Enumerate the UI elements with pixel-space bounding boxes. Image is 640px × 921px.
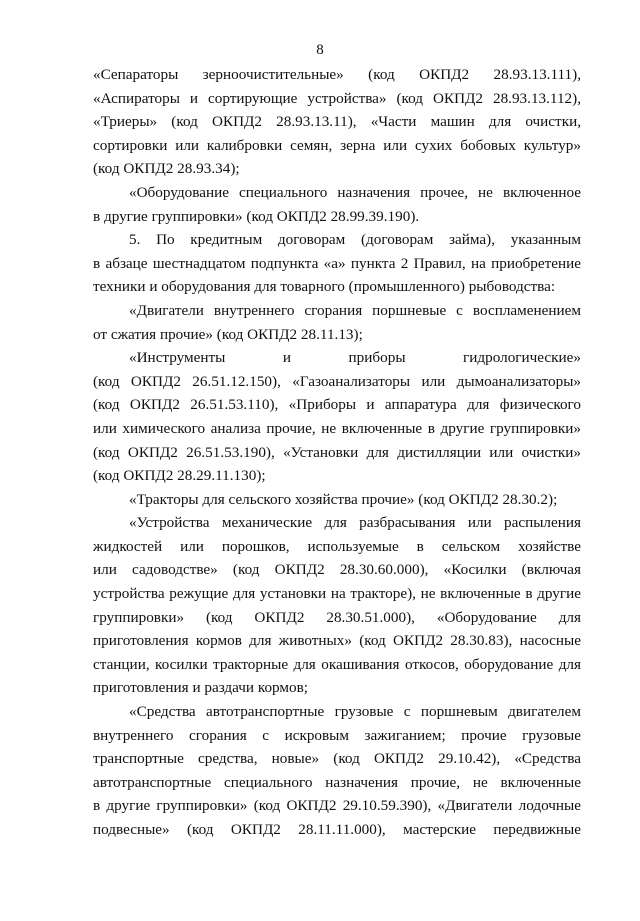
- text-line: (код ОКПД2 28.29.11.130);: [93, 467, 266, 485]
- text-line: «Устройства механические для разбрасывания или распыления: [129, 514, 581, 532]
- text-line: «Тракторы для сельского хозяйства прочие» (код ОКПД2 28.30.2);: [129, 490, 558, 508]
- body-text: [93, 63, 581, 842]
- text-line: или химического анализа прочие, не включенные в другие группировки»: [93, 419, 581, 437]
- text-line: «Средства автотранспортные грузовые с поршневым двигателем: [129, 703, 581, 721]
- text-line: внутреннего сгорания с искровым зажиганием; прочие грузовые: [93, 726, 581, 744]
- text-line: в абзаце шестнадцатом подпункта «а» пункта 2 Правил, на приобретение: [93, 254, 581, 272]
- text-line: от сжатия прочие» (код ОКПД2 28.11.13);: [93, 325, 363, 343]
- text-line: транспортные средства, новые» (код ОКПД2 29.10.42), «Средства: [93, 750, 581, 768]
- text-line: «Аспираторы и сортирующие устройства» (код ОКПД2 28.93.13.112),: [93, 89, 581, 107]
- text-line: (код ОКПД2 26.51.53.190), «Установки для дистилляции или очистки»: [93, 443, 581, 461]
- page-number: 8: [316, 42, 324, 58]
- text-line: группировки» (код ОКПД2 28.30.51.000), «Оборудование для: [93, 608, 581, 626]
- text-line: (код ОКПД2 26.51.12.150), «Газоанализаторы или дымоанализаторы»: [93, 372, 581, 390]
- text-line: «Инструменты и приборы гидрологические»: [129, 349, 581, 367]
- text-line: 5. По кредитным договорам (договорам займа), указанным: [129, 231, 581, 249]
- text-line: устройства режущие для установки на тракторе), не включенные в другие: [93, 585, 581, 603]
- text-line: в другие группировки» (код ОКПД2 29.10.59.390), «Двигатели лодочные: [93, 797, 581, 815]
- text-line: «Сепараторы зерноочистительные» (код ОКПД2 28.93.13.111),: [93, 66, 581, 83]
- text-line: «Триеры» (код ОКПД2 28.93.13.11), «Части машин для очистки,: [93, 113, 581, 131]
- text-line: (код ОКПД2 26.51.53.110), «Приборы и аппаратура для физического: [93, 396, 581, 414]
- text-line: станции, косилки тракторные для окашивания откосов, оборудование для: [93, 655, 581, 673]
- text-line: автотранспортные специального назначения прочие, не включенные: [93, 773, 581, 791]
- text-line: или садоводстве» (код ОКПД2 28.30.60.000), «Косилки (включая: [93, 561, 581, 579]
- text-line: в другие группировки» (код ОКПД2 28.99.39.190).: [93, 207, 420, 225]
- text-line: «Двигатели внутреннего сгорания поршневые с воспламенением: [129, 301, 581, 319]
- text-line: приготовления и раздачи кормов;: [93, 679, 309, 697]
- text-line: «Оборудование специального назначения прочее, не включенное: [129, 183, 581, 201]
- text-line: подвесные» (код ОКПД2 28.11.11.000), мастерские передвижные: [93, 821, 581, 838]
- text-line: жидкостей или порошков, используемые в сельском хозяйстве: [93, 537, 581, 555]
- text-line: приготовления кормов для животных» (код ОКПД2 28.30.83), насосные: [93, 632, 581, 650]
- text-line: техники и оборудования для товарного (промышленного) рыбоводства:: [93, 278, 556, 296]
- text-line: (код ОКПД2 28.93.34);: [93, 160, 240, 178]
- text-line: сортировки или калибровки семян, зерна или сухих бобовых культур»: [93, 136, 581, 154]
